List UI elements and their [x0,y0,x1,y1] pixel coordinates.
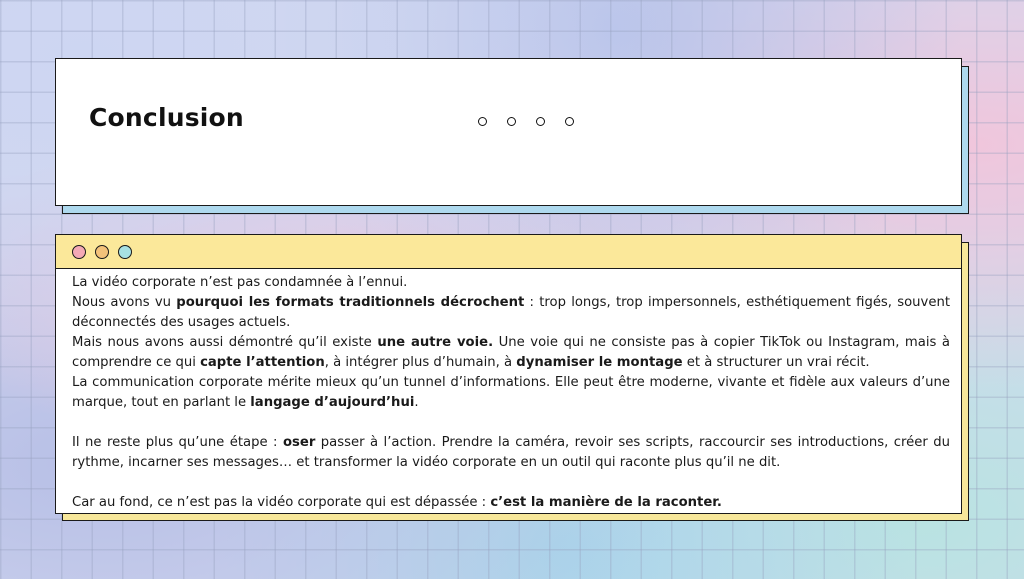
page-title: Conclusion [89,103,244,132]
paragraph [72,433,950,473]
window-maximize-dot-icon [118,245,132,259]
paragraph [72,333,950,373]
bold-text: dynamiser le montage [516,355,683,370]
bold-text: une autre voie. [377,335,494,350]
title-card [55,58,962,206]
text-run: Il ne reste plus qu’une étape : [72,435,283,450]
paragraph [72,493,950,513]
paragraph [72,293,950,333]
bold-text: pourquoi les formats traditionnels décrochent [176,295,525,310]
text-run: La vidéo corporate n’est pas condamnée à l’ennui. [72,275,408,290]
text-run: Une voie qui ne consiste pas à copier TikTok ou Instagram, mais à comprendre ce qui [72,335,951,370]
text-run: et à structurer un vrai récit. [682,355,870,370]
bold-text: capte l’attention [200,355,325,370]
bold-text: langage d’aujourd’hui [250,395,415,410]
paragraph-spacer [72,413,950,433]
bold-text: oser [282,435,316,450]
text-window [55,234,962,514]
bold-text: c’est la manière de la raconter. [490,495,722,510]
decorative-dots [478,117,574,126]
text-run: Car au fond, ce n’est pas la vidéo corporate qui est dépassée : [72,495,491,510]
text-run: Mais nous avons aussi démontré qu’il existe [72,335,378,350]
paragraph-spacer [72,473,950,493]
circle-icon [507,117,516,126]
window-title-bar [56,235,961,269]
window-close-dot-icon [72,245,86,259]
text-run: La communication corporate mérite mieux qu’un tunnel d’informations. Elle peut être moderne, vivante et fidèle aux valeurs d’une marque, tout en parlant le [72,375,950,410]
circle-icon [565,117,574,126]
window-minimize-dot-icon [95,245,109,259]
text-run: , à intégrer plus d’humain, à [324,355,517,370]
circle-icon [536,117,545,126]
paragraph [72,273,950,293]
circle-icon [478,117,487,126]
paragraph [72,373,950,413]
text-run: Nous avons vu [72,295,177,310]
text-run: . [414,395,419,410]
conclusion-text [56,269,961,513]
text-run: passer à l’action. Prendre la caméra, revoir ses scripts, raccourcir ses introductions, créer du rythme, incarner ses messages… et transformer la vidéo corporate en un outil qui raconte plus qu’il ne dit. [72,435,950,470]
text-run: : trop longs, trop impersonnels, esthétiquement figés, souvent déconnectés des usages actuels. [72,295,950,330]
